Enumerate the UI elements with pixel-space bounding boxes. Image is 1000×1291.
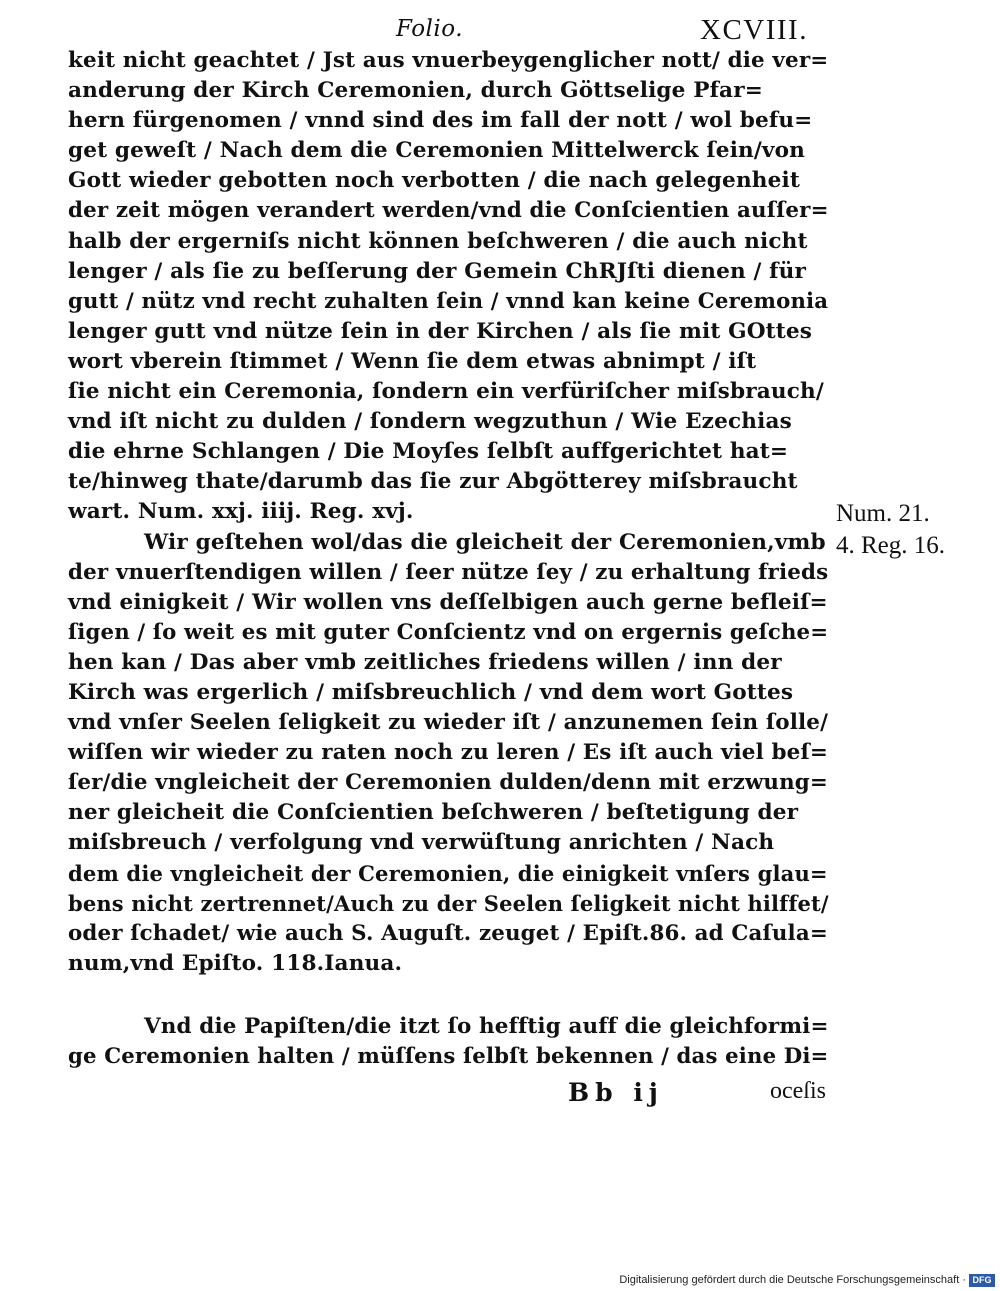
text-line: der vnuerſtendigen willen / ſeer nütze ſey / zu erhaltung frieds (68, 559, 829, 585)
body-text (68, 46, 828, 1072)
paragraph (68, 1012, 828, 1072)
text-line: lenger / als ſie zu beſſerung der Gemein ChRJſti dienen / für (68, 258, 806, 284)
text-line: te/hinweg thate/darumb das ſie zur Abgötterey miſsbraucht (68, 469, 798, 495)
catchword: oceſis (770, 1078, 826, 1104)
text-line: anderung der Kirch Ceremonien, durch Göttselige Pfar= (68, 78, 763, 104)
text-line: vnd vnſer Seelen ſeligkeit zu wieder iſt / anzunemen ſein ſolle/ (68, 710, 829, 736)
text-line: keit nicht geachtet / Jst aus vnuerbeygenglicher nott/ die ver= (68, 48, 829, 73)
text-line: wart. Num. xxj. iiij. Reg. xvj. (68, 499, 414, 525)
page-header (0, 12, 1000, 48)
text-line: wiſſen wir wieder zu raten noch zu leren / Es iſt auch viel beſ= (68, 740, 828, 766)
text-line: vnd einigkeit / Wir wollen vns deſſelbigen auch gerne befleiſ= (68, 589, 828, 615)
text-line: oder ſchadet/ wie auch S. Auguſt. zeuget / Epiſt.86. ad Caſula= (68, 920, 828, 946)
signature-mark: Bb ij (568, 1078, 664, 1107)
text-line: miſsbreuch / verfolgung vnd verwüſtung anrichten / Nach (68, 830, 775, 856)
paragraph (68, 528, 828, 979)
text-line: hern fürgenomen / vnnd sind des im fall der nott / wol befu= (68, 108, 813, 134)
text-line: die ehrne Schlangen / Die Moyſes ſelbſt auffgerichtet hat= (68, 439, 789, 465)
text-line: num,vnd Epiſto. 118.Ianua. (68, 950, 403, 976)
text-line: get geweſt / Nach dem die Ceremonien Mittelwerck ſein/von (68, 138, 806, 164)
digitization-credit: Digitalisierung gefördert durch die Deutsche Forschungsgemeinschaft · (619, 1274, 966, 1286)
text-line: Wir geſtehen wol/das die gleicheit der Ceremonien,vmb (144, 529, 826, 555)
folio-label: Folio. (396, 16, 464, 42)
paragraph-gap (68, 979, 828, 1012)
margin-note: Num. 21. (836, 500, 930, 527)
paragraph (68, 46, 828, 528)
margin-note: 4. Reg. 16. (836, 532, 946, 559)
text-line: Vnd die Papiſten/die itzt ſo hefftig auff die gleichformi= (144, 1013, 829, 1039)
text-line: gutt / nütz vnd recht zuhalten ſein / vnnd kan keine Ceremonia (68, 288, 829, 314)
text-line: halb der ergerniſs nicht können beſchweren / die auch nicht (68, 228, 808, 254)
dfg-logo-icon: DFG (969, 1274, 995, 1287)
text-line: wort vberein ſtimmet / Wenn ſie dem etwas abnimpt / iſt (68, 348, 757, 374)
text-line: vnd iſt nicht zu dulden / ſondern wegzuthun / Wie Ezechias (68, 409, 792, 435)
text-line: ſer/die vngleicheit der Ceremonien dulden/denn mit erzwung= (68, 770, 828, 796)
text-line: hen kan / Das aber vmb zeitliches friedens willen / inn der (68, 649, 782, 675)
text-line: der zeit mögen verandert werden/vnd die Conſcientien auſſer= (68, 198, 829, 224)
margin-notes (836, 498, 986, 562)
text-line: dem die vngleicheit der Ceremonien, die einigkeit vnſers glau= (68, 860, 828, 886)
text-line: ge Ceremonien halten / müſſens ſelbſt bekennen / das eine Di= (68, 1044, 829, 1069)
text-line: lenger gutt vnd nütze ſein in der Kirchen / als ſie mit GOttes (68, 318, 813, 344)
text-line: ner gleicheit die Conſcientien beſchweren / beſtetigung der (68, 800, 799, 826)
text-line: Kirch was ergerlich / miſsbreuchlich / vnd dem wort Gottes (68, 679, 794, 705)
text-line: Gott wieder gebotten noch verbotten / die nach gelegenheit (68, 168, 801, 194)
folio-number: XCVIII. (700, 14, 808, 46)
text-line: ſigen / ſo weit es mit guter Conſcientz vnd on ergernis geſche= (68, 619, 829, 645)
text-line: ſie nicht ein Ceremonia, ſondern ein verfüriſcher miſsbrauch/ (68, 379, 824, 405)
text-line: bens nicht zertrennet/Auch zu der Seelen ſeligkeit nicht hilffet/ (68, 890, 829, 916)
